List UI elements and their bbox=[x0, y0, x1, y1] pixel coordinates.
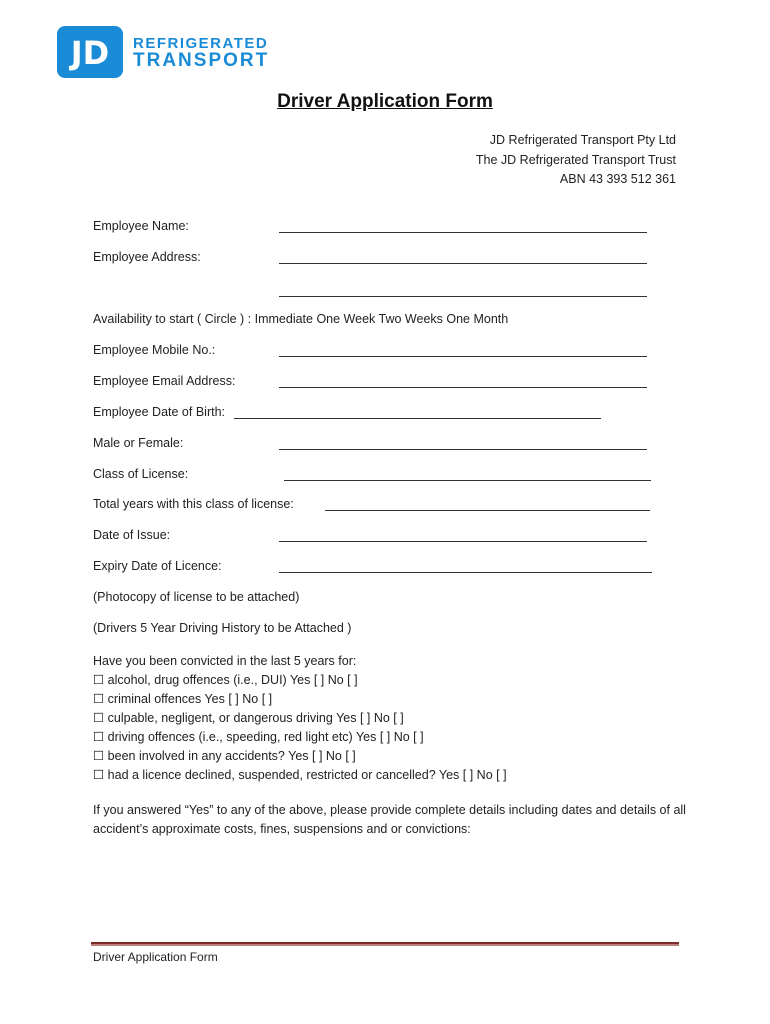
mobile-line[interactable] bbox=[279, 356, 647, 357]
expiry-label: Expiry Date of Licence: bbox=[93, 559, 222, 573]
employee-name-label: Employee Name: bbox=[93, 219, 189, 233]
email-line[interactable] bbox=[279, 387, 647, 388]
total-years-label: Total years with this class of license: bbox=[93, 497, 294, 511]
gender-label: Male or Female: bbox=[93, 436, 184, 450]
footer-rule bbox=[91, 942, 679, 946]
company-abn: ABN 43 393 512 361 bbox=[559, 172, 676, 186]
conviction-item-licence-declined[interactable]: ☐ had a licence declined, suspended, restricted or cancelled? Yes [ ] No [ ] bbox=[93, 768, 507, 782]
jd-logo-icon bbox=[57, 26, 125, 78]
conviction-item-criminal[interactable]: ☐ criminal offences Yes [ ] No [ ] bbox=[93, 692, 273, 706]
date-of-issue-line[interactable] bbox=[279, 541, 647, 542]
details-paragraph: If you answered “Yes” to any of the above, please provide complete details including dates and details of all accident’s approximate costs, fines, suspensions and or convictions: bbox=[93, 803, 686, 836]
mobile-label: Employee Mobile No.: bbox=[93, 343, 216, 357]
license-class-label: Class of License: bbox=[93, 467, 189, 481]
company-logo bbox=[57, 26, 270, 78]
company-trust: The JD Refrigerated Transport Trust bbox=[475, 152, 676, 167]
conviction-item-driving-offences[interactable]: ☐ driving offences (i.e., speeding, red light etc) Yes [ ] No [ ] bbox=[93, 730, 424, 744]
date-of-issue-label: Date of Issue: bbox=[93, 528, 171, 542]
logo-mark: JD bbox=[70, 34, 110, 72]
expiry-line[interactable] bbox=[279, 572, 652, 573]
total-years-line[interactable] bbox=[325, 510, 650, 511]
dob-label: Employee Date of Birth: bbox=[93, 405, 226, 419]
convictions-section bbox=[93, 652, 507, 785]
employee-address-label: Employee Address: bbox=[93, 250, 201, 264]
logo-line1: REFRIGERATED bbox=[133, 35, 269, 52]
employee-address-line-2[interactable] bbox=[279, 296, 647, 297]
logo-line2: TRANSPORT bbox=[133, 50, 270, 71]
employee-name-line[interactable] bbox=[279, 232, 647, 233]
conviction-item-accidents[interactable]: ☐ been involved in any accidents? Yes [ ] No [ ] bbox=[93, 749, 356, 763]
employee-address-line-1[interactable] bbox=[279, 263, 647, 264]
footer-text: Driver Application Form bbox=[93, 950, 218, 964]
company-block bbox=[476, 131, 676, 190]
page-title: Driver Application Form bbox=[277, 91, 493, 112]
company-name: JD Refrigerated Transport Pty Ltd bbox=[489, 133, 676, 147]
email-label: Employee Email Address: bbox=[93, 374, 236, 388]
gender-line[interactable] bbox=[279, 449, 647, 450]
license-class-line[interactable] bbox=[284, 480, 651, 481]
availability-label: Availability to start ( Circle ) : Immediate One Week Two Weeks One Month bbox=[93, 312, 509, 326]
history-note: (Drivers 5 Year Driving History to be Attached ) bbox=[93, 621, 352, 635]
photocopy-note: (Photocopy of license to be attached) bbox=[93, 590, 300, 604]
convictions-heading: Have you been convicted in the last 5 years for: bbox=[93, 654, 357, 668]
conviction-item-alcohol[interactable]: ☐ alcohol, drug offences (i.e., DUI) Yes [ ] No [ ] bbox=[93, 673, 358, 687]
conviction-item-dangerous-driving[interactable]: ☐ culpable, negligent, or dangerous driving Yes [ ] No [ ] bbox=[93, 711, 404, 725]
dob-line[interactable] bbox=[234, 418, 601, 419]
